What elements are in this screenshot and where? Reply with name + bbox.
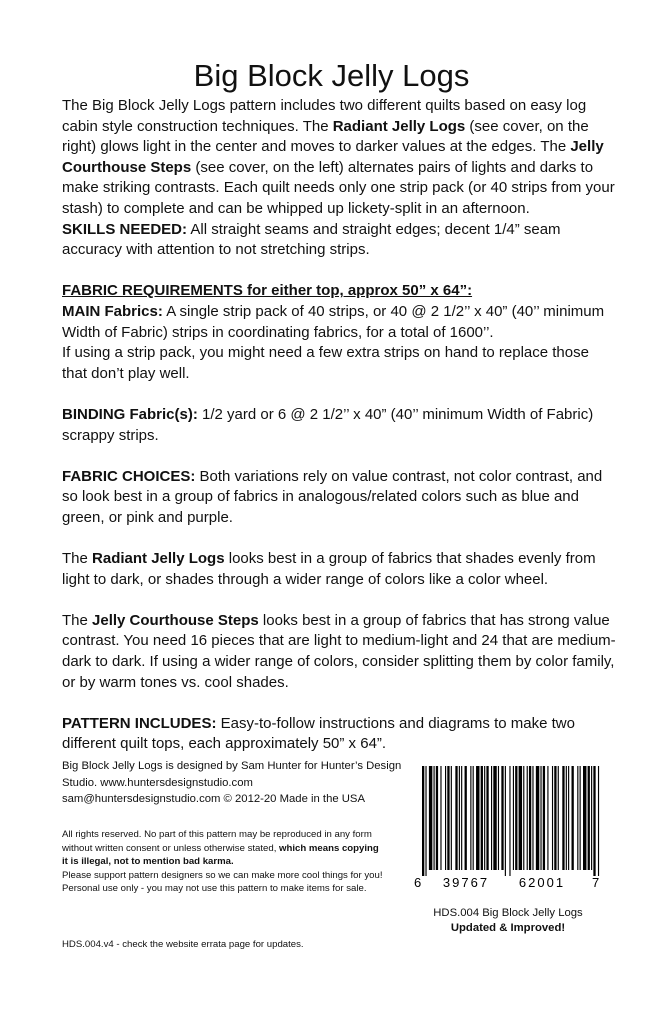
radiant-paragraph: The Radiant Jelly Logs looks best in a group of fabrics that shades evenly from light to dark, or shades through a wider range of colors like a color wheel. xyxy=(62,550,596,588)
barcode-bars xyxy=(422,766,599,876)
barcode-left-group: 39767 xyxy=(442,875,490,890)
binding-paragraph: BINDING Fabric(s): 1/2 yard or 6 @ 2 1/2’’ x 40” (40’’ minimum Width of Fabric) scrappy strips. xyxy=(62,405,594,444)
barcode-bar xyxy=(552,766,553,870)
barcode-first-digit: 6 xyxy=(414,875,422,890)
main-content xyxy=(62,96,618,755)
barcode-bar xyxy=(580,766,581,870)
barcode-bar xyxy=(473,766,474,870)
barcode-bar xyxy=(465,766,467,870)
barcode-bar xyxy=(470,766,471,870)
strip-pack-note: If using a strip pack, you might need a few extra strips on hand to replace those that don’t play well. xyxy=(62,344,589,382)
barcode-bar xyxy=(554,766,556,870)
credits-designer: Big Block Jelly Logs is designed by Sam Hunter for Hunter’s Design Studio. www.huntersdesignstudio.com xyxy=(62,760,402,789)
fabric-requirements-heading: FABRIC REQUIREMENTS for either top, approx 50” x 64”: xyxy=(62,282,473,300)
barcode-bar xyxy=(513,766,514,870)
barcode-bar xyxy=(572,766,574,870)
barcode-bar xyxy=(598,766,599,876)
barcode-check-digit: 7 xyxy=(592,875,600,890)
barcode-bar xyxy=(562,766,564,870)
barcode-bar xyxy=(536,766,539,870)
barcode-bar xyxy=(540,766,541,870)
barcode-bar xyxy=(547,766,548,870)
barcode-bar xyxy=(519,766,522,870)
barcode-bar xyxy=(436,766,438,870)
barcode-bar xyxy=(486,766,488,870)
updated-label: Updated & Improved! xyxy=(450,922,566,934)
barcode-bar xyxy=(527,766,528,870)
barcode-bar xyxy=(455,766,457,870)
barcode-bar xyxy=(493,766,496,870)
barcode-bar xyxy=(451,766,452,870)
intro-paragraph: The Big Block Jelly Logs pattern includes two different quilts based on easy log cabin style construction techniques. The Radiant Jelly Logs (see cover, on the right) glows light in the center and moves to darker values at the edges. The Jelly Courthouse Steps (see cover, on the left) alternates pairs of lights and darks to make striking contrasts. Each quilt needs only one strip pack (or 40 strips from your stash) to complete and can be whipped up lickety-split in an afternoon. xyxy=(62,97,615,217)
courthouse-name: Jelly Courthouse Steps xyxy=(62,138,604,176)
barcode-bar xyxy=(532,766,533,870)
barcode-bar xyxy=(558,766,559,870)
barcode-bar xyxy=(459,766,460,870)
barcode-caption xyxy=(398,906,618,936)
barcode-bar xyxy=(484,766,485,870)
barcode-bar xyxy=(505,766,506,876)
pattern-includes-paragraph: PATTERN INCLUDES: Easy-to-follow instructions and diagrams to make two different quilt tops, each approximately 50” x 64”. xyxy=(62,714,575,753)
barcode-bar xyxy=(593,766,595,876)
barcode-bar xyxy=(476,766,479,870)
barcode-bar xyxy=(543,766,545,870)
credits-contact: sam@huntersdesignstudio.com © 2012-20 Made in the USA xyxy=(62,793,366,805)
barcode-bar xyxy=(434,766,435,870)
barcode-bar xyxy=(591,766,592,870)
barcode-bar xyxy=(429,766,432,870)
barcode-bar xyxy=(568,766,569,870)
barcode-bar xyxy=(445,766,446,870)
barcode-bar xyxy=(515,766,517,870)
barcode-bar xyxy=(566,766,567,870)
barcode-bar xyxy=(481,766,483,870)
courthouse-paragraph: The Jelly Courthouse Steps looks best in a group of fabrics that has strong value contrast. You need 16 pieces that are light to medium-light and 24 that are medium-dark to dark. If using a wider range of colors, consider splitting them by color family, or by warm tones vs. cool shades. xyxy=(62,611,616,691)
legal-personal-use: Personal use only - you may not use this pattern to make items for sale. xyxy=(62,883,367,895)
legal-rights: All rights reserved. No part of this pattern may be reproduced in any form without written consent or unless otherwise stated, which means copying it is illegal, not to mention bad karma. xyxy=(62,829,379,868)
version-note: HDS.004.v4 - check the website errata page for updates. xyxy=(62,939,304,950)
barcode-bar xyxy=(523,766,524,870)
barcode-bar xyxy=(498,766,499,870)
barcode-bar xyxy=(583,766,586,870)
barcode-bar xyxy=(577,766,578,870)
legal-support: Please support pattern designers so we can make more cool things for you! xyxy=(62,869,383,881)
barcode-bar xyxy=(461,766,462,870)
credits xyxy=(62,758,402,808)
barcode xyxy=(408,766,608,891)
barcode-bar xyxy=(425,766,426,876)
fabric-choices-paragraph: FABRIC CHOICES: Both variations rely on value contrast, not color contrast, and so look best in a group of fabrics in analogous/related colors such as blue and green, or pink and purple. xyxy=(62,467,603,526)
main-fabrics-paragraph: MAIN Fabrics: A single strip pack of 40 strips, or 40 @ 2 1/2’’ x 40” (40’’ minimum Width of Fabric) strips in coordinating fabrics, for a total of 1600’’. xyxy=(62,302,605,341)
barcode-bar xyxy=(529,766,531,870)
barcode-bar xyxy=(509,766,510,876)
barcode-bar xyxy=(440,766,441,870)
barcode-bar xyxy=(447,766,449,870)
barcode-bar xyxy=(491,766,492,870)
radiant-name: Radiant Jelly Logs xyxy=(332,117,466,135)
barcode-bar xyxy=(588,766,590,870)
skills-paragraph: SKILLS NEEDED: All straight seams and straight edges; decent 1/4” seam accuracy with attention to not stretching strips. xyxy=(62,220,561,259)
barcode-bar xyxy=(501,766,503,870)
legal-notice xyxy=(62,828,387,896)
barcode-bar xyxy=(422,766,424,876)
page-title: Big Block Jelly Logs xyxy=(193,58,470,93)
barcode-title: HDS.004 Big Block Jelly Logs xyxy=(433,907,583,919)
barcode-right-group: 62001 xyxy=(518,875,566,890)
